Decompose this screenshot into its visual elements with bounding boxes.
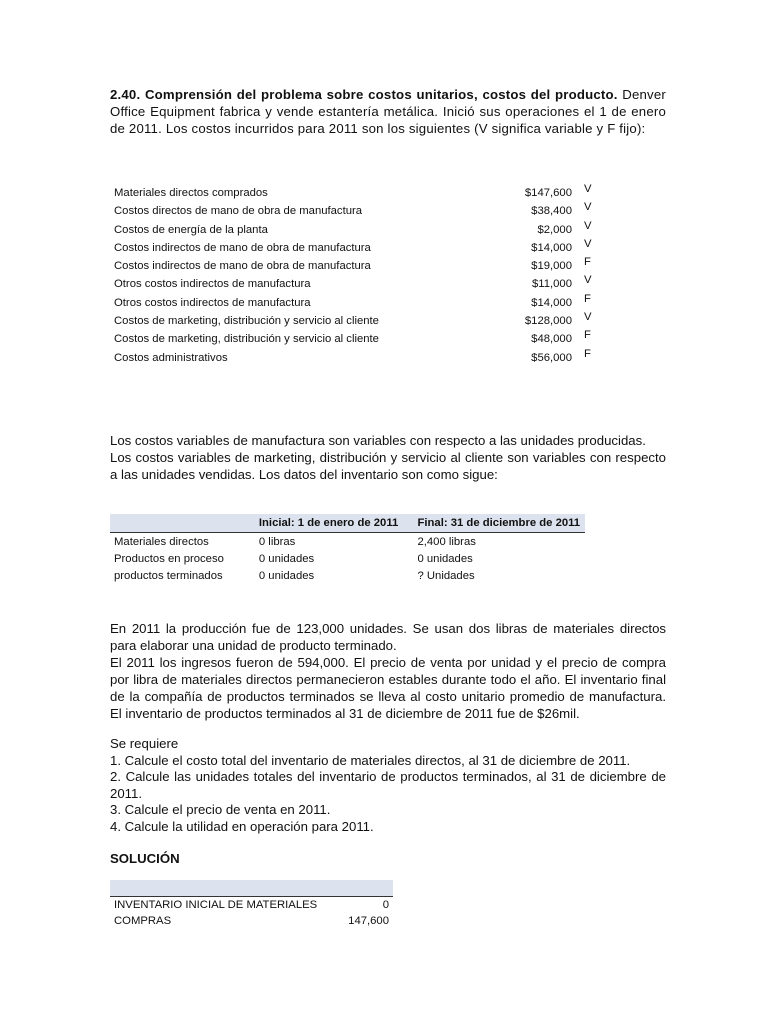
requirement-item: 2. Calcule las unidades totales del inventario de productos terminados, al 31 de diciembre de 2011. — [110, 769, 666, 801]
cost-label: Costos de marketing, distribución y servicio al cliente — [114, 333, 379, 346]
cost-row — [114, 330, 604, 348]
cost-type: V — [584, 311, 592, 324]
table-row — [110, 533, 585, 551]
inventory-final: 2,400 libras — [417, 535, 476, 548]
cost-type: F — [584, 292, 591, 305]
cost-label: Otros costos indirectos de manufactura — [114, 278, 311, 291]
requirement-item: 3. Calcule el precio de venta en 2011. — [110, 802, 331, 817]
inventory-table — [110, 514, 585, 584]
cost-row — [114, 275, 604, 293]
variable-costs-text — [110, 432, 666, 483]
solution-heading: SOLUCIÓN — [110, 851, 180, 866]
cost-amount: $38,400 — [531, 205, 572, 218]
cost-amount: $56,000 — [531, 351, 572, 364]
cost-label: Costos indirectos de mano de obra de manufactura — [114, 241, 371, 254]
inventory-item: Productos en proceso — [114, 552, 224, 565]
cost-label: Costos de marketing, distribución y servicio al cliente — [114, 315, 379, 328]
inventory-header-empty — [110, 514, 255, 533]
inventory-initial: 0 unidades — [258, 569, 315, 582]
requirements-heading: Se requiere — [110, 736, 179, 751]
inventory-final: 0 unidades — [417, 552, 473, 565]
requirement-item: 1. Calcule el costo total del inventario de materiales directos, al 31 de diciembre de 2011. — [110, 752, 631, 768]
variable-costs-line-2: Los costos variables de marketing, distribución y servicio al cliente son variables con respecto a las unidades vendidas. Los datos del inventario son como sigue: — [110, 450, 666, 482]
cost-label: Costos indirectos de mano de obra de manufactura — [114, 260, 371, 273]
problem-title: 2.40. Comprensión del problema sobre costos unitarios, costos del producto. — [110, 87, 618, 102]
solution-header-cell — [340, 880, 393, 897]
cost-row — [114, 312, 604, 330]
cost-label: Materiales directos comprados — [114, 187, 268, 199]
cost-amount: $48,000 — [531, 333, 572, 346]
cost-type: F — [584, 256, 591, 269]
production-text-1: En 2011 la producción fue de 123,000 unidades. Se usan dos libras de materiales directos para elaborar una unidad de producto terminado. — [110, 621, 666, 653]
table-row — [110, 897, 393, 914]
cost-amount: $14,000 — [531, 241, 572, 254]
cost-amount: $128,000 — [524, 315, 572, 328]
inventory-item: productos terminados — [114, 569, 223, 582]
solution-header-row — [110, 880, 393, 897]
cost-label: Costos de energía de la planta — [114, 223, 268, 236]
production-text-2: El 2011 los ingresos fueron de 594,000. El precio de venta por unidad y el precio de compra por libra de materiales directos permanecieron estables durante todo el año. El inventario final de la compañía de productos terminados se lleva al costo unitario promedio de manufactura. El inventario de productos terminados al 31 de diciembre de 2011 fue de $26mil. — [110, 655, 666, 721]
cost-row — [114, 184, 604, 202]
cost-row — [114, 294, 604, 312]
cost-label: Otros costos indirectos de manufactura — [114, 296, 311, 309]
requirement-item: 4. Calcule la utilidad en operación para 2011. — [110, 818, 374, 834]
solution-value: 147,600 — [348, 915, 389, 927]
cost-label: Costos directos de mano de obra de manufactura — [114, 205, 363, 218]
inventory-final: ? Unidades — [417, 569, 475, 582]
cost-type: F — [584, 329, 591, 342]
table-row — [110, 550, 585, 567]
cost-type: V — [584, 201, 592, 214]
production-paragraph — [110, 620, 666, 722]
table-row — [110, 913, 393, 929]
inventory-initial: 0 unidades — [258, 552, 315, 565]
requirements — [110, 736, 666, 835]
variable-costs-line-1: Los costos variables de manufactura son variables con respecto a las unidades producidas. — [110, 433, 646, 448]
solution-label: COMPRAS — [114, 915, 172, 927]
cost-list — [114, 184, 604, 367]
inventory-header-initial: Inicial: 1 de enero de 2011 — [255, 514, 414, 533]
problem-statement — [110, 86, 666, 137]
cost-amount: $19,000 — [531, 260, 572, 273]
solution-value: 0 — [382, 899, 389, 911]
cost-row — [114, 239, 604, 257]
inventory-header-final: Final: 31 de diciembre de 2011 — [413, 514, 585, 533]
solution-table — [110, 880, 393, 929]
cost-type: V — [584, 274, 592, 287]
problem-intro: Denver Office Equipment fabrica y vende estantería metálica. Inició sus operaciones el 1 de enero de 2011. Los costos incurridos para 2011 son los siguientes (V significa variable y F fijo): — [110, 87, 666, 136]
solution-label: INVENTARIO INICIAL DE MATERIALES — [114, 899, 318, 911]
table-row — [110, 567, 585, 584]
cost-type: F — [584, 347, 591, 360]
cost-row — [114, 257, 604, 275]
solution-header-cell — [110, 880, 340, 897]
cost-amount: $11,000 — [532, 278, 572, 291]
cost-row — [114, 202, 604, 220]
inventory-header-row — [110, 514, 585, 533]
inventory-initial: 0 libras — [258, 535, 296, 548]
cost-type: V — [584, 237, 592, 250]
cost-type: V — [584, 219, 592, 232]
cost-row — [114, 349, 604, 367]
inventory-item: Materiales directos — [114, 535, 209, 548]
cost-amount: $14,000 — [531, 296, 572, 309]
cost-label: Costos administrativos — [114, 351, 228, 364]
cost-amount: $147,600 — [524, 187, 572, 199]
cost-row — [114, 221, 604, 239]
cost-amount: $2,000 — [537, 223, 572, 236]
cost-type: V — [584, 183, 592, 195]
